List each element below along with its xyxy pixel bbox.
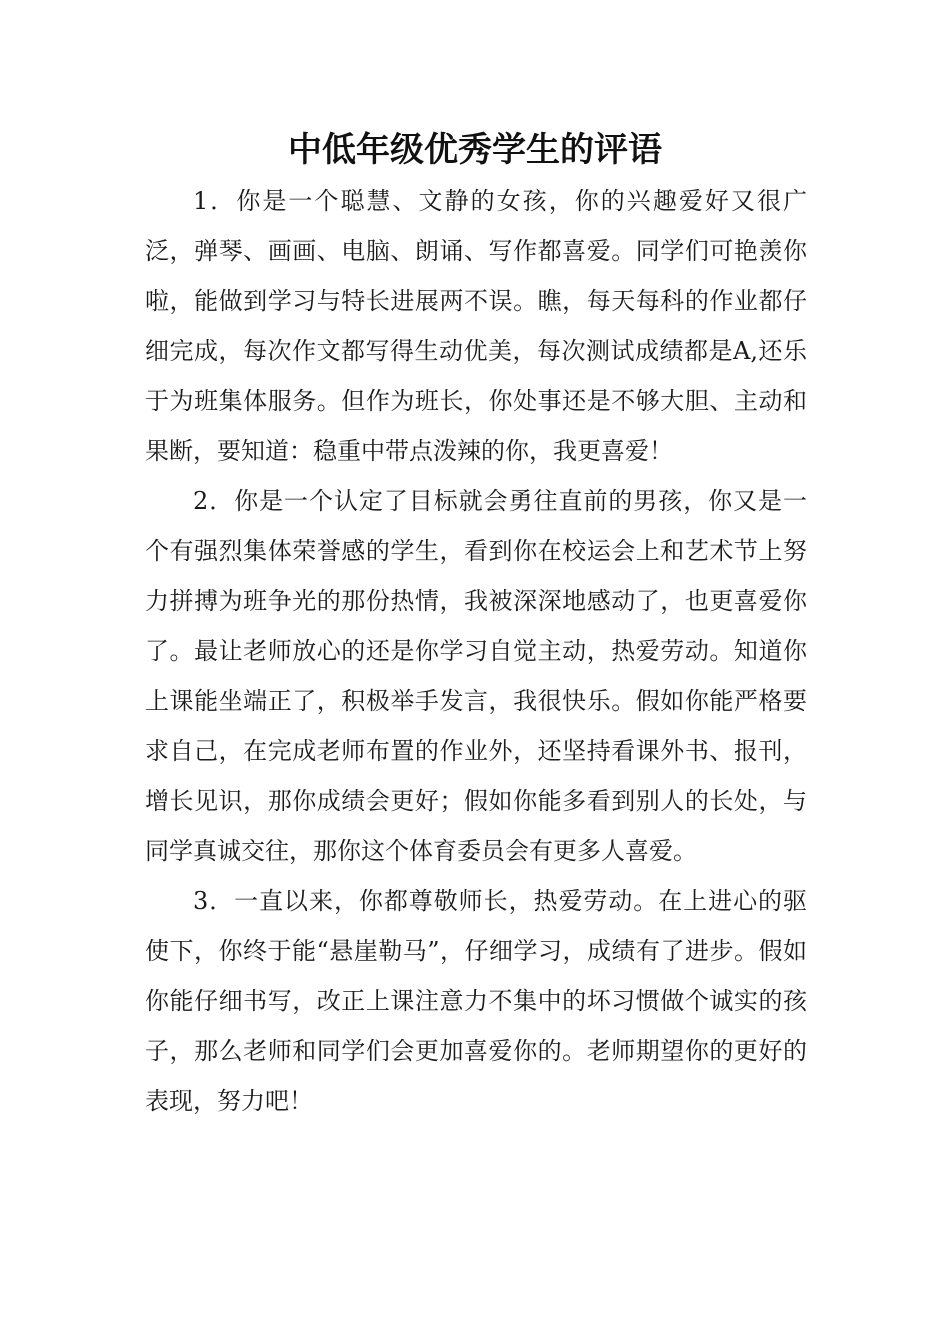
comment-paragraph-2: 2．你是一个认定了目标就会勇往直前的男孩，你又是一个有强烈集体荣誉感的学生，看到你在校运会上和艺术节上努力拼搏为班争光的那份热情，我被深深地感动了，也更喜爱你了。最让老师放心的还是你学习自觉主动，热爱劳动。知道你上课能坐端正了，积极举手发言，我很快乐。假如你能严格要求自己，在完成老师布置的作业外，还坚持看课外书、报刊，增长见识，那你成绩会更好；假如你能多看到别人的长处，与同学真诚交往，那你这个体育委员会有更多人喜爱。: [145, 487, 807, 865]
document-body: [145, 176, 807, 1126]
comment-paragraph-1: 1．你是一个聪慧、文静的女孩，你的兴趣爱好又很广泛，弹琴、画画、电脑、朗诵、写作都喜爱。同学们可艳羡你啦，能做到学习与特长进展两不误。瞧，每天每科的作业都仔细完成，每次作文都写得生动优美，每次测试成绩都是A,还乐于为班集体服务。但作为班长，你处事还是不够大胆、主动和果断，要知道：稳重中带点泼辣的你，我更喜爱！: [145, 187, 807, 465]
document-title: 中低年级优秀学生的评语: [288, 130, 662, 170]
comment-paragraph-3: 3．一直以来，你都尊敬师长，热爱劳动。在上进心的驱使下，你终于能“悬崖勒马”，仔细学习，成绩有了进步。假如你能仔细书写，改正上课注意力不集中的坏习惯做个诚实的孩子，那么老师和同学们会更加喜爱你的。老师期望你的更好的表现，努力吧！: [145, 887, 807, 1115]
